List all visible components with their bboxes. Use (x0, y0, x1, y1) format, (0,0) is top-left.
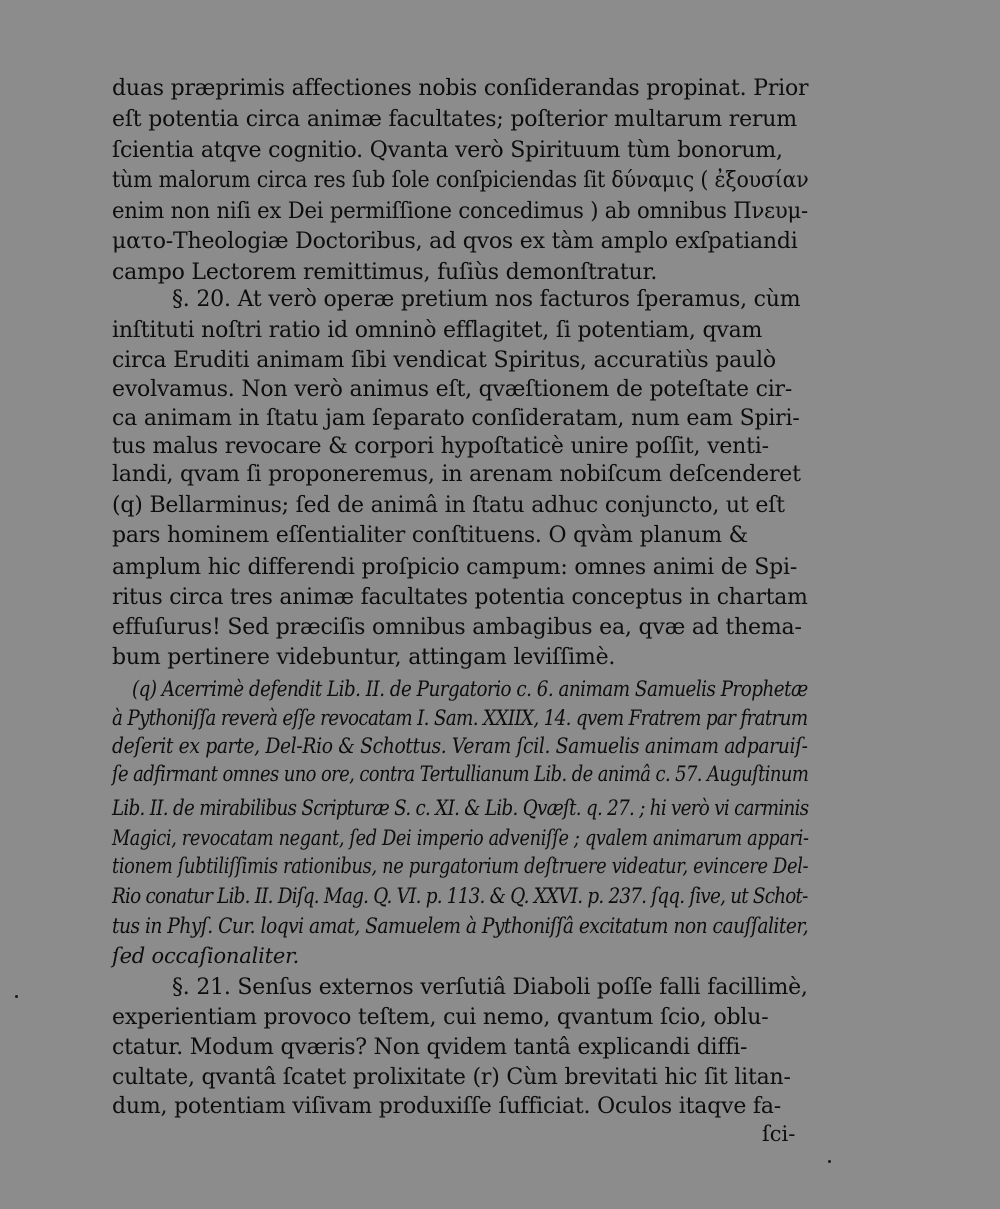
main-line: bum pertinere videbuntur, attingam leviſſimè. (112, 645, 616, 670)
main-line: enim non niſi ex Dei permiſſione concedimus ) ab omnibus Πνευμ- (112, 199, 808, 224)
main-line: ca animam in ſtatu jam ſeparato conſideratam, num eam Spiri- (112, 406, 800, 431)
main-line: effuſurus! Sed præciſis omnibus ambagibus ea, qvæ ad thema- (112, 615, 802, 640)
main-line: evolvamus. Non verò animus eſt, qvæſtionem de poteſtate cir- (112, 377, 793, 402)
main-line: (q) Bellarminus; ſed de animâ in ſtatu adhuc conjuncto, ut eſt (112, 493, 785, 518)
footnote-line: tionem ſubtiliſſimis rationibus, ne purgatorium deſtruere videatur, evincere Del- (112, 854, 809, 878)
main-line: pars hominem eſſentialiter conſtituens. O qvàm planum & (112, 523, 749, 548)
main-line: circa Eruditi animam ſibi vendicat Spiritus, accuratiùs paulò (112, 348, 776, 373)
footnote-line: Rio conatur Lib. II. Diſq. Mag. Q. VI. p. 113. & Q. XXVI. p. 237. ſqq. ſive, ut Schot- (112, 884, 808, 908)
main-line: ritus circa tres animæ facultates potentia conceptus in chartam (112, 585, 808, 610)
main-line: ctatur. Modum qværis? Non qvidem tantâ explicandi diffi- (112, 1035, 748, 1060)
ink-speck (15, 995, 18, 998)
footnote-line: ſe adfirmant omnes uno ore, contra Tertullianum Lib. de animâ c. 57. Auguſtinum (112, 762, 809, 786)
footnote-line: tus in Phyſ. Cur. loqvi amat, Samuelem à Pythoniſſâ excitatum non cauſſaliter, (112, 914, 809, 938)
main-line: amplum hic differendi proſpicio campum: omnes animi de Spi- (112, 555, 798, 580)
main-line: inſtituti noſtri ratio id omninò efflagitet, ſi potentiam, qvam (112, 318, 763, 343)
footnote-line: ſed occaſionaliter. (112, 944, 300, 968)
main-line: tùm malorum circa res ſub ſole conſpiciendas ſit δύναμις ( ἐξουσίαν (112, 168, 809, 193)
footnote-line: à Pythoniſſa reverà eſſe revocatam I. Sam. XXIIX, 14. qvem Fratrem par fratrum (112, 706, 808, 730)
main-line: experientiam provoco teſtem, cui nemo, qvantum ſcio, oblu- (112, 1005, 769, 1030)
paragraph-start-20: §. 20. At verò operæ pretium nos facturos ſperamus, cùm (172, 287, 801, 312)
main-line: duas præprimis affectiones nobis conſiderandas propinat. Prior (112, 76, 809, 101)
main-line: landi, qvam ſi proponeremus, in arenam nobiſcum deſcenderet (112, 462, 801, 487)
main-line: ſcientia atqve cognitio. Qvanta verò Spirituum tùm bonorum, (112, 138, 783, 163)
main-line: campo Lectorem remittimus, fuſiùs demonſtratur. (112, 260, 658, 285)
main-line: eſt potentia circa animæ facultates; poſterior multarum rerum (112, 107, 797, 132)
ink-speck (828, 1160, 831, 1163)
catchword: ſci- (762, 1122, 796, 1146)
footnote-line: Lib. II. de mirabilibus Scripturæ S. c. XI. & Lib. Qvæſt. q. 27. ; hi verò vi carminis (112, 796, 809, 820)
main-line: tus malus revocare & corpori hypoſtaticè unire poſſit, venti- (112, 434, 769, 459)
footnote-line: deſerit ex parte, Del-Rio & Schottus. Veram ſcil. Samuelis animam adparuiſ- (112, 734, 808, 758)
paragraph-start-21: §. 21. Senſus externos verſutiâ Diaboli poſſe falli facillimè, (172, 975, 808, 1000)
main-line: cultate, qvantâ ſcatet prolixitate (r) Cùm brevitati hic ſit litan- (112, 1065, 791, 1090)
footnote-line: Magici, revocatam negant, ſed Dei imperio adveniſſe ; qvalem animarum appari- (112, 826, 809, 850)
main-line: ματο-Theologiæ Doctoribus, ad qvos ex tàm amplo exſpatiandi (112, 229, 798, 254)
main-line: dum, potentiam viſivam produxiſſe ſufficiat. Oculos itaqve fa- (112, 1094, 782, 1119)
footnote-line: (q) Acerrimè defendit Lib. II. de Purgatorio c. 6. animam Samuelis Prophetæ (132, 677, 808, 701)
